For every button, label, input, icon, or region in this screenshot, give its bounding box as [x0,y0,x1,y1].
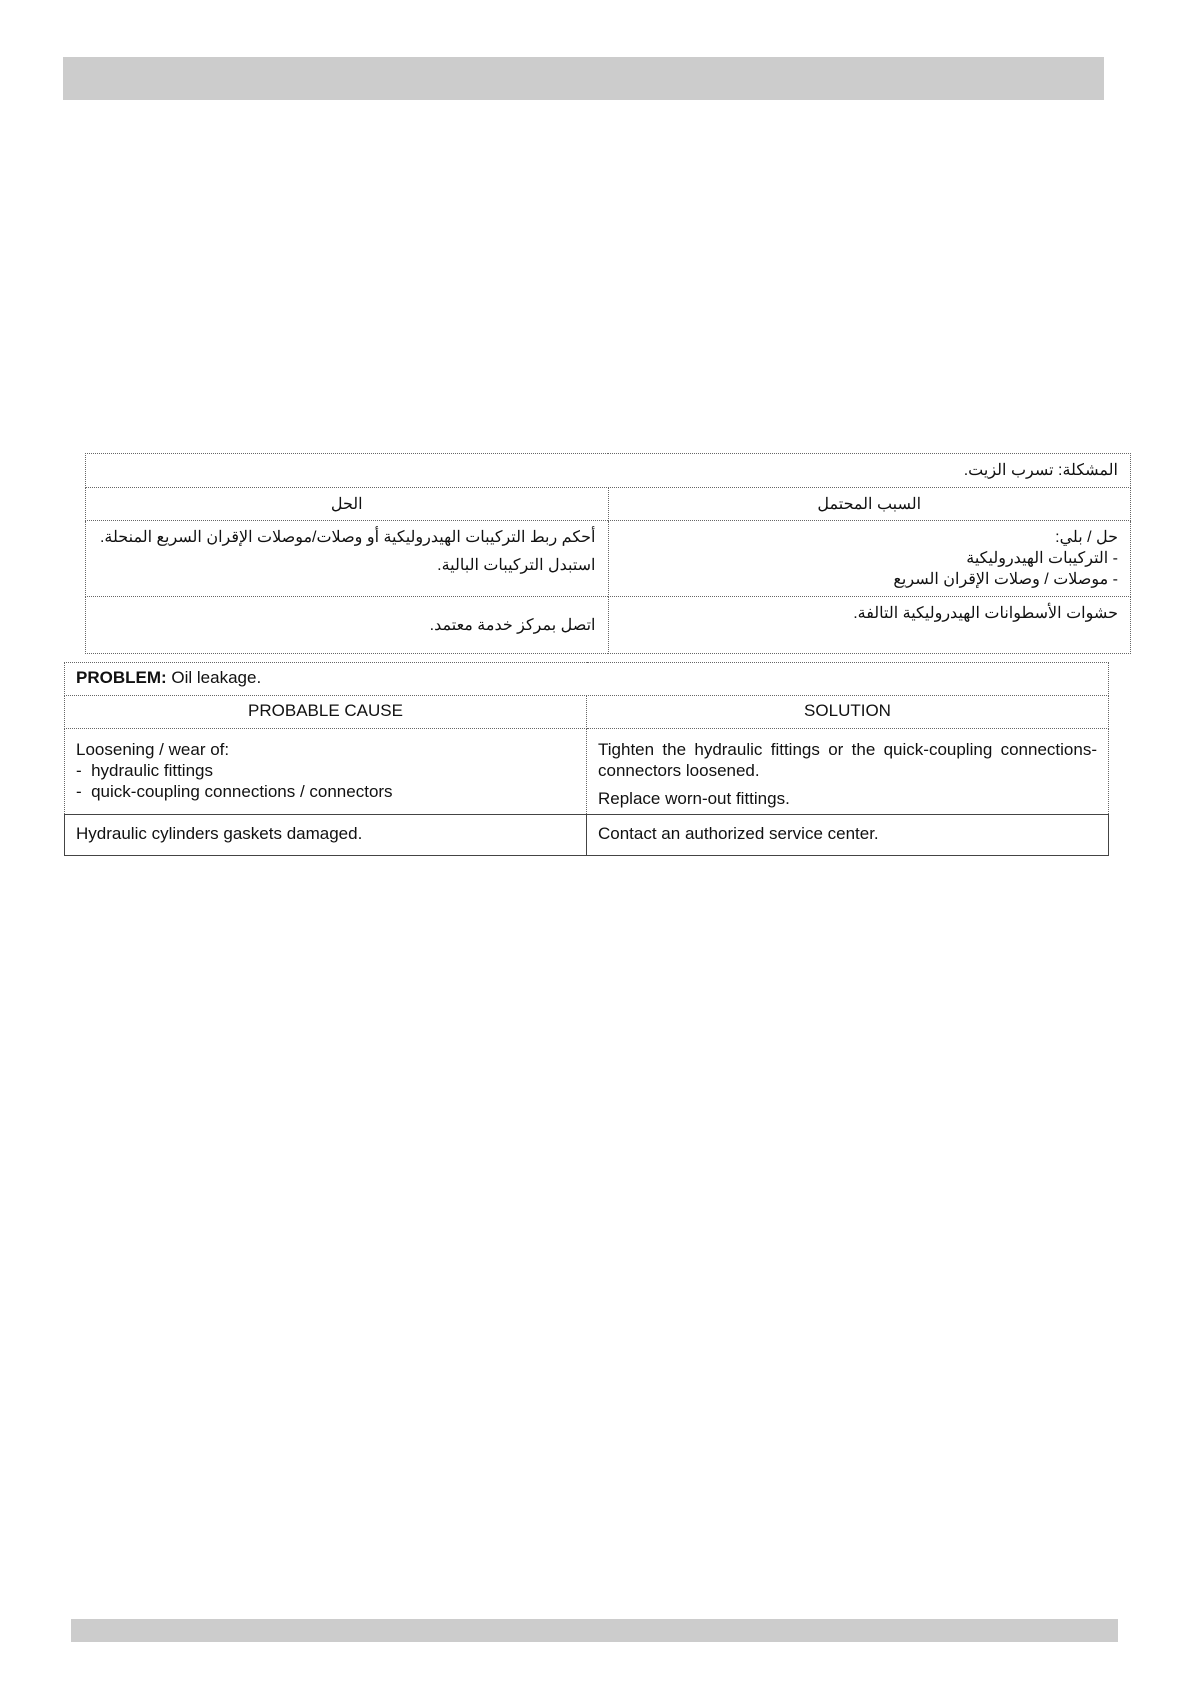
english-solution-cell [587,729,1109,815]
arabic-solution-cell [86,521,609,597]
solution-text: أحكم ربط التركيبات الهيدروليكية أو وصلات/موصلات الإقران السريع المنحلة. [99,529,596,546]
cause-item: - التركيبات الهيدروليكية [966,550,1118,567]
solution-text: Tighten the hydraulic fittings or the quick-coupling connections-connectors loosened. [598,740,1097,780]
english-solution-cell: Contact an authorized service center. [587,815,1109,856]
cause-item: - quick-coupling connections / connectors [76,782,393,801]
english-header-solution: SOLUTION [587,696,1109,729]
english-problem-title [65,663,1109,696]
cause-item: - hydraulic fittings [76,761,213,780]
cause-intro: حل / بلي: [1055,529,1118,546]
arabic-cause-cell: حشوات الأسطوانات الهيدروليكية التالفة. [608,597,1131,654]
english-header-cause: PROBABLE CAUSE [65,696,587,729]
english-cause-cell: Hydraulic cylinders gaskets damaged. [65,815,587,856]
table-row [65,729,1109,815]
arabic-header-solution: الحل [86,488,609,521]
cause-intro: Loosening / wear of: [76,740,230,759]
problem-label: PROBLEM: [76,668,167,687]
arabic-problem-title [86,454,1131,488]
arabic-troubleshooting-table [85,453,1131,654]
solution-text: استبدل التركيبات البالية. [437,557,596,574]
english-cause-cell [65,729,587,815]
arabic-header-cause: السبب المحتمل [608,488,1131,521]
footer-bar [71,1619,1118,1642]
table-row [65,815,1109,856]
solution-text: Replace worn-out fittings. [598,789,790,808]
arabic-cause-cell [608,521,1131,597]
table-row [86,597,1131,654]
header-bar [63,57,1104,100]
arabic-problem-text: المشكلة: تسرب الزيت. [963,462,1118,479]
english-troubleshooting-table [64,662,1109,856]
problem-text: Oil leakage. [166,668,262,687]
arabic-solution-cell [86,597,609,654]
cause-item: - موصلات / وصلات الإقران السريع [893,571,1118,588]
solution-text: اتصل بمركز خدمة معتمد. [429,617,596,634]
table-row [86,521,1131,597]
